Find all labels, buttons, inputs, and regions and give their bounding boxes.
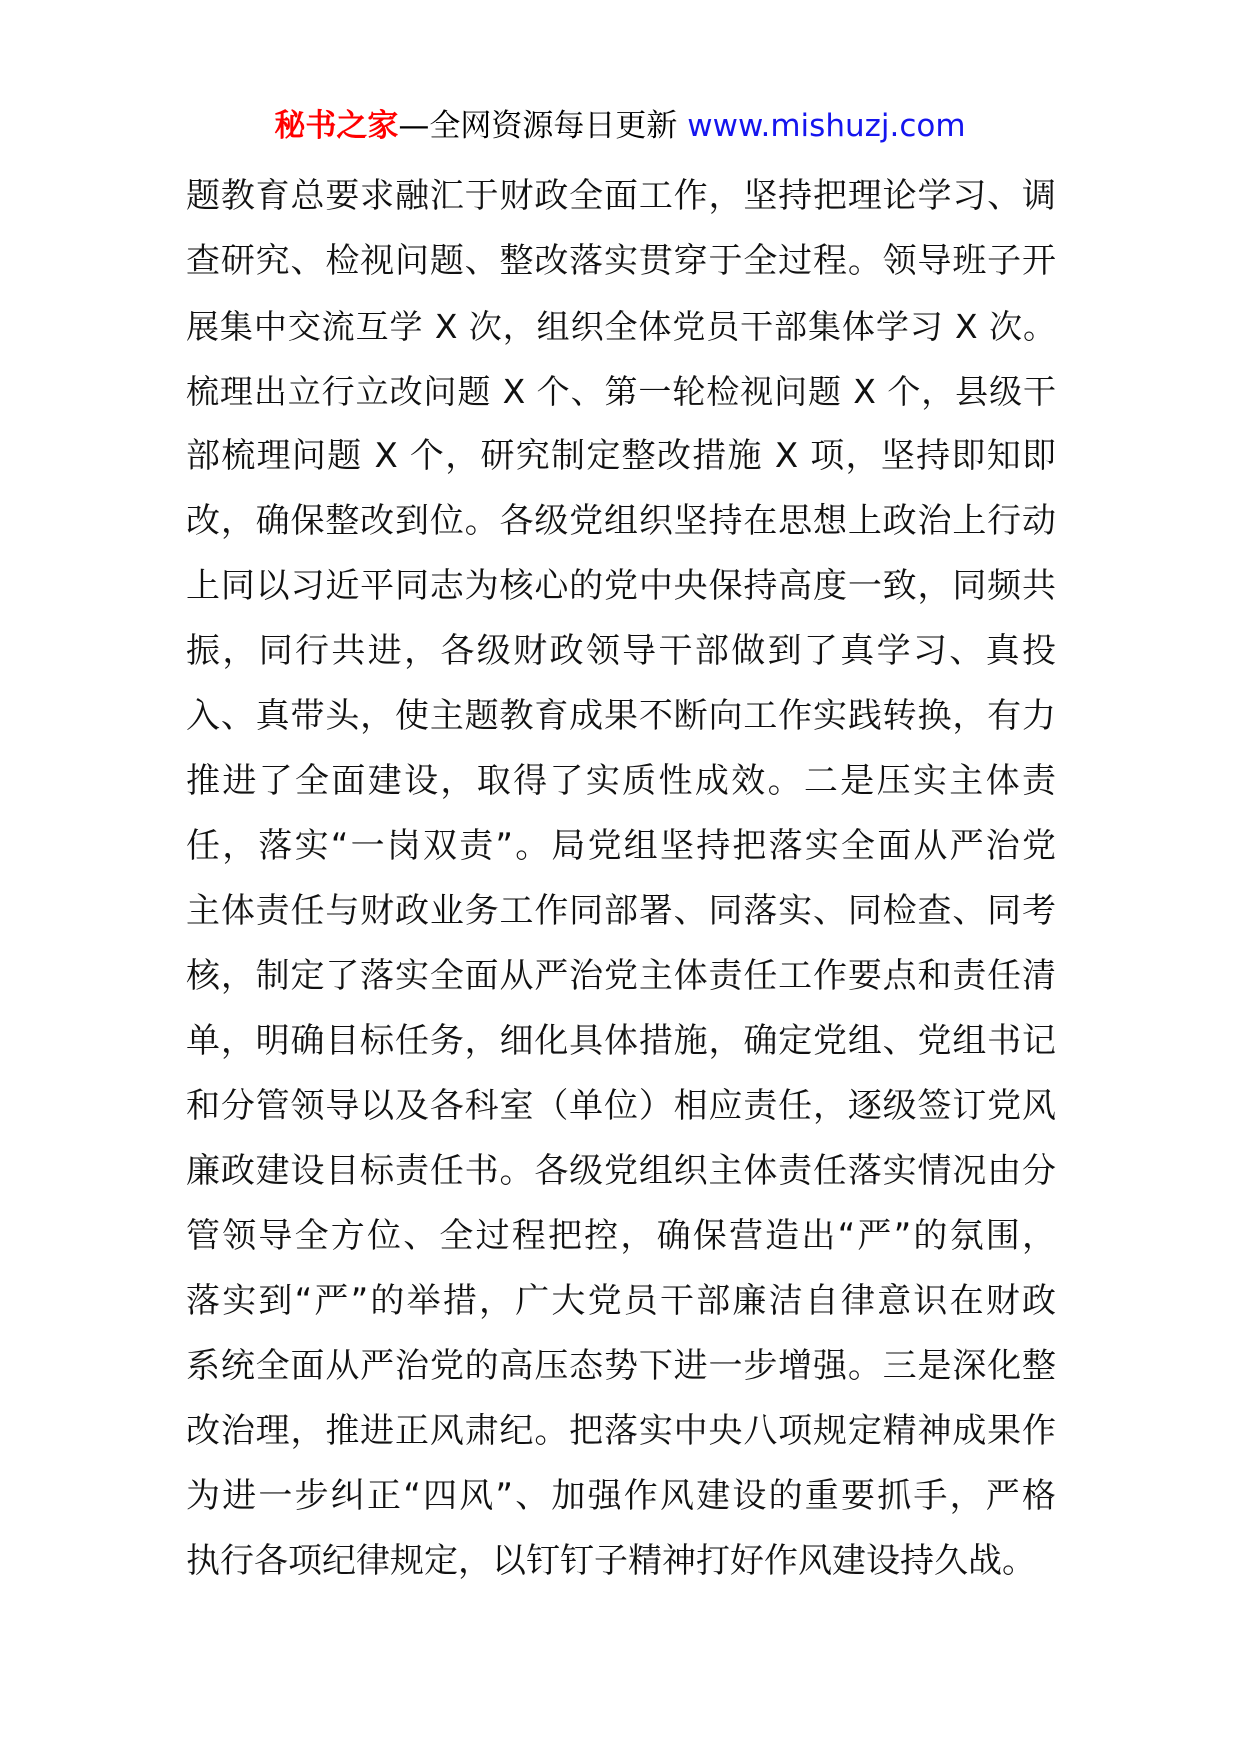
text-line: 任，落实“一岗双责”。局党组坚持把落实全面从严治党 (186, 826, 1056, 866)
text-line: 和分管领导以及各科室（单位）相应责任，逐级签订党风 (186, 1086, 1056, 1126)
text-line: 廉政建设目标责任书。各级党组织主体责任落实情况由分 (186, 1151, 1056, 1191)
text-line: 振，同行共进，各级财政领导干部做到了真学习、真投 (186, 631, 1056, 671)
text-line: 梳理出立行立改问题 X 个、第一轮检视问题 X 个，县级干 (186, 372, 1056, 411)
page-header (0, 104, 1240, 148)
text-line: 改治理，推进正风肃纪。把落实中央八项规定精神成果作 (186, 1411, 1056, 1451)
header-brand: 秘书之家 (274, 108, 399, 144)
text-line: 入、真带头，使主题教育成果不断向工作实践转换，有力 (186, 696, 1056, 736)
text-line: 为进一步纠正“四风”、加强作风建设的重要抓手，严格 (186, 1476, 1056, 1516)
text-line: 推进了全面建设，取得了实质性成效。二是压实主体责 (186, 761, 1056, 801)
text-line: 系统全面从严治党的高压态势下进一步增强。三是深化整 (186, 1346, 1056, 1386)
text-line: 上同以习近平同志为核心的党中央保持高度一致，同频共 (186, 566, 1056, 606)
text-line: 改，确保整改到位。各级党组织坚持在思想上政治上行动 (186, 501, 1056, 541)
text-line: 管领导全方位、全过程把控，确保营造出“严”的氛围， (186, 1216, 1056, 1256)
text-line: 部梳理问题 X 个，研究制定整改措施 X 项，坚持即知即 (186, 436, 1056, 476)
text-line: 单，明确目标任务，细化具体措施，确定党组、党组书记 (186, 1021, 1056, 1061)
text-line: 执行各项纪律规定，以钉钉子精神打好作风建设持久战。 (186, 1541, 1036, 1581)
body-paragraph (186, 164, 1056, 1594)
text-line: 展集中交流互学 X 次，组织全体党员干部集体学习 X 次。 (186, 307, 1056, 346)
text-line: 主体责任与财政业务工作同部署、同落实、同检查、同考 (186, 891, 1056, 931)
text-line: 核，制定了落实全面从严治党主体责任工作要点和责任清 (186, 956, 1056, 996)
text-line: 题教育总要求融汇于财政全面工作，坚持把理论学习、调 (186, 176, 1056, 216)
header-url-link[interactable]: www.mishuzj.com (687, 108, 966, 144)
text-line: 落实到“严”的举措，广大党员干部廉洁自律意识在财政 (186, 1281, 1056, 1321)
header-slogan: —全网资源每日更新 (398, 108, 688, 144)
text-line: 查研究、检视问题、整改落实贯穿于全过程。领导班子开 (186, 241, 1056, 281)
